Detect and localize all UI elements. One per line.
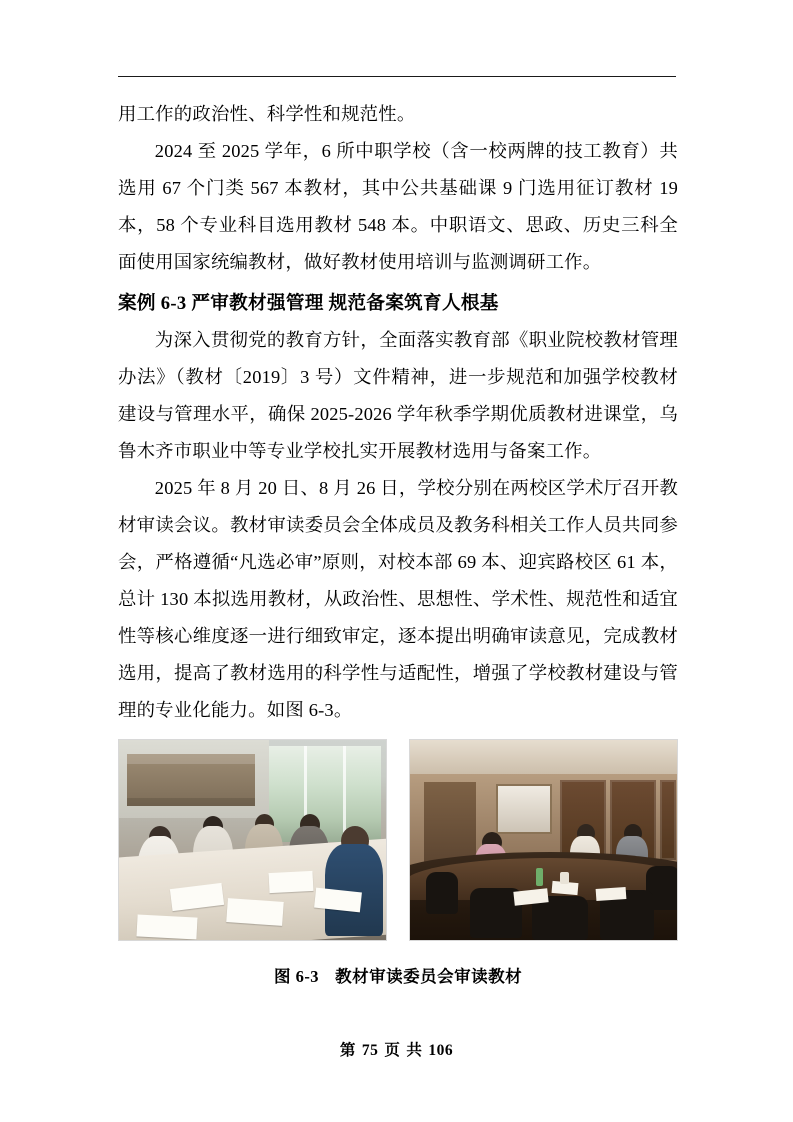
- case-heading: 案例 6-3 严审教材强管理 规范备案筑育人根基: [118, 293, 499, 314]
- paragraph-continued: 用工作的政治性、科学性和规范性。: [118, 104, 416, 124]
- footer-prefix: 第: [339, 1042, 356, 1059]
- footer-of-word: 共: [406, 1042, 423, 1059]
- page-footer: [0, 1038, 793, 1060]
- figure-caption-label: 图 6-3: [273, 967, 320, 986]
- figure-6-3: [118, 739, 678, 987]
- photo-review-meeting-2: [409, 739, 678, 941]
- photo-review-meeting-1: [118, 739, 387, 941]
- footer-total-pages: 106: [428, 1042, 454, 1059]
- footer-page-word: 页: [384, 1042, 401, 1059]
- paragraph-policy-background: 为深入贯彻党的教育方针，全面落实教育部《职业院校教材管理办法》（教材〔2019〕3 号）文件精神，进一步规范和加强学校教材建设与管理水平，确保 2025-2026 学年秋季学期优质教材进课堂，乌鲁木齐市职业中等专业学校扎实开展教材选用与备案工作。: [118, 330, 678, 461]
- paragraph-review-meeting: 2025 年 8 月 20 日、8 月 26 日，学校分别在两校区学术厅召开教材审读会议。教材审读委员会全体成员及教务科相关工作人员共同参会，严格遵循“凡选必审”原则，对校本部 69 本、迎宾路校区 61 本，总计 130 本拟选用教材，从政治性、思想性、学术性、规范性和适宜性等核心维度逐一进行细致审定，逐本提出明确审读意见，完成教材选用，提高了教材选用的科学性与适配性，增强了学校教材建设与管理的专业化能力。如图 6-3。: [118, 478, 678, 720]
- figure-image-row: [118, 739, 678, 941]
- header-divider: [118, 76, 676, 77]
- paragraph-textbook-stats: 2024 至 2025 学年，6 所中职学校（含一校两牌的技工教育）共选用 67 个门类 567 本教材，其中公共基础课 9 门选用征订教材 19 本，58 个专业科目选用教材 548 本。中职语文、思政、历史三科全面使用国家统编教材，做好教材使用培训与监测调研工作。: [118, 141, 678, 272]
- footer-page-number: 75: [361, 1042, 379, 1059]
- page-content: [118, 96, 678, 987]
- figure-caption: [118, 963, 678, 987]
- figure-caption-text: 教材审读委员会审读教材: [335, 967, 523, 986]
